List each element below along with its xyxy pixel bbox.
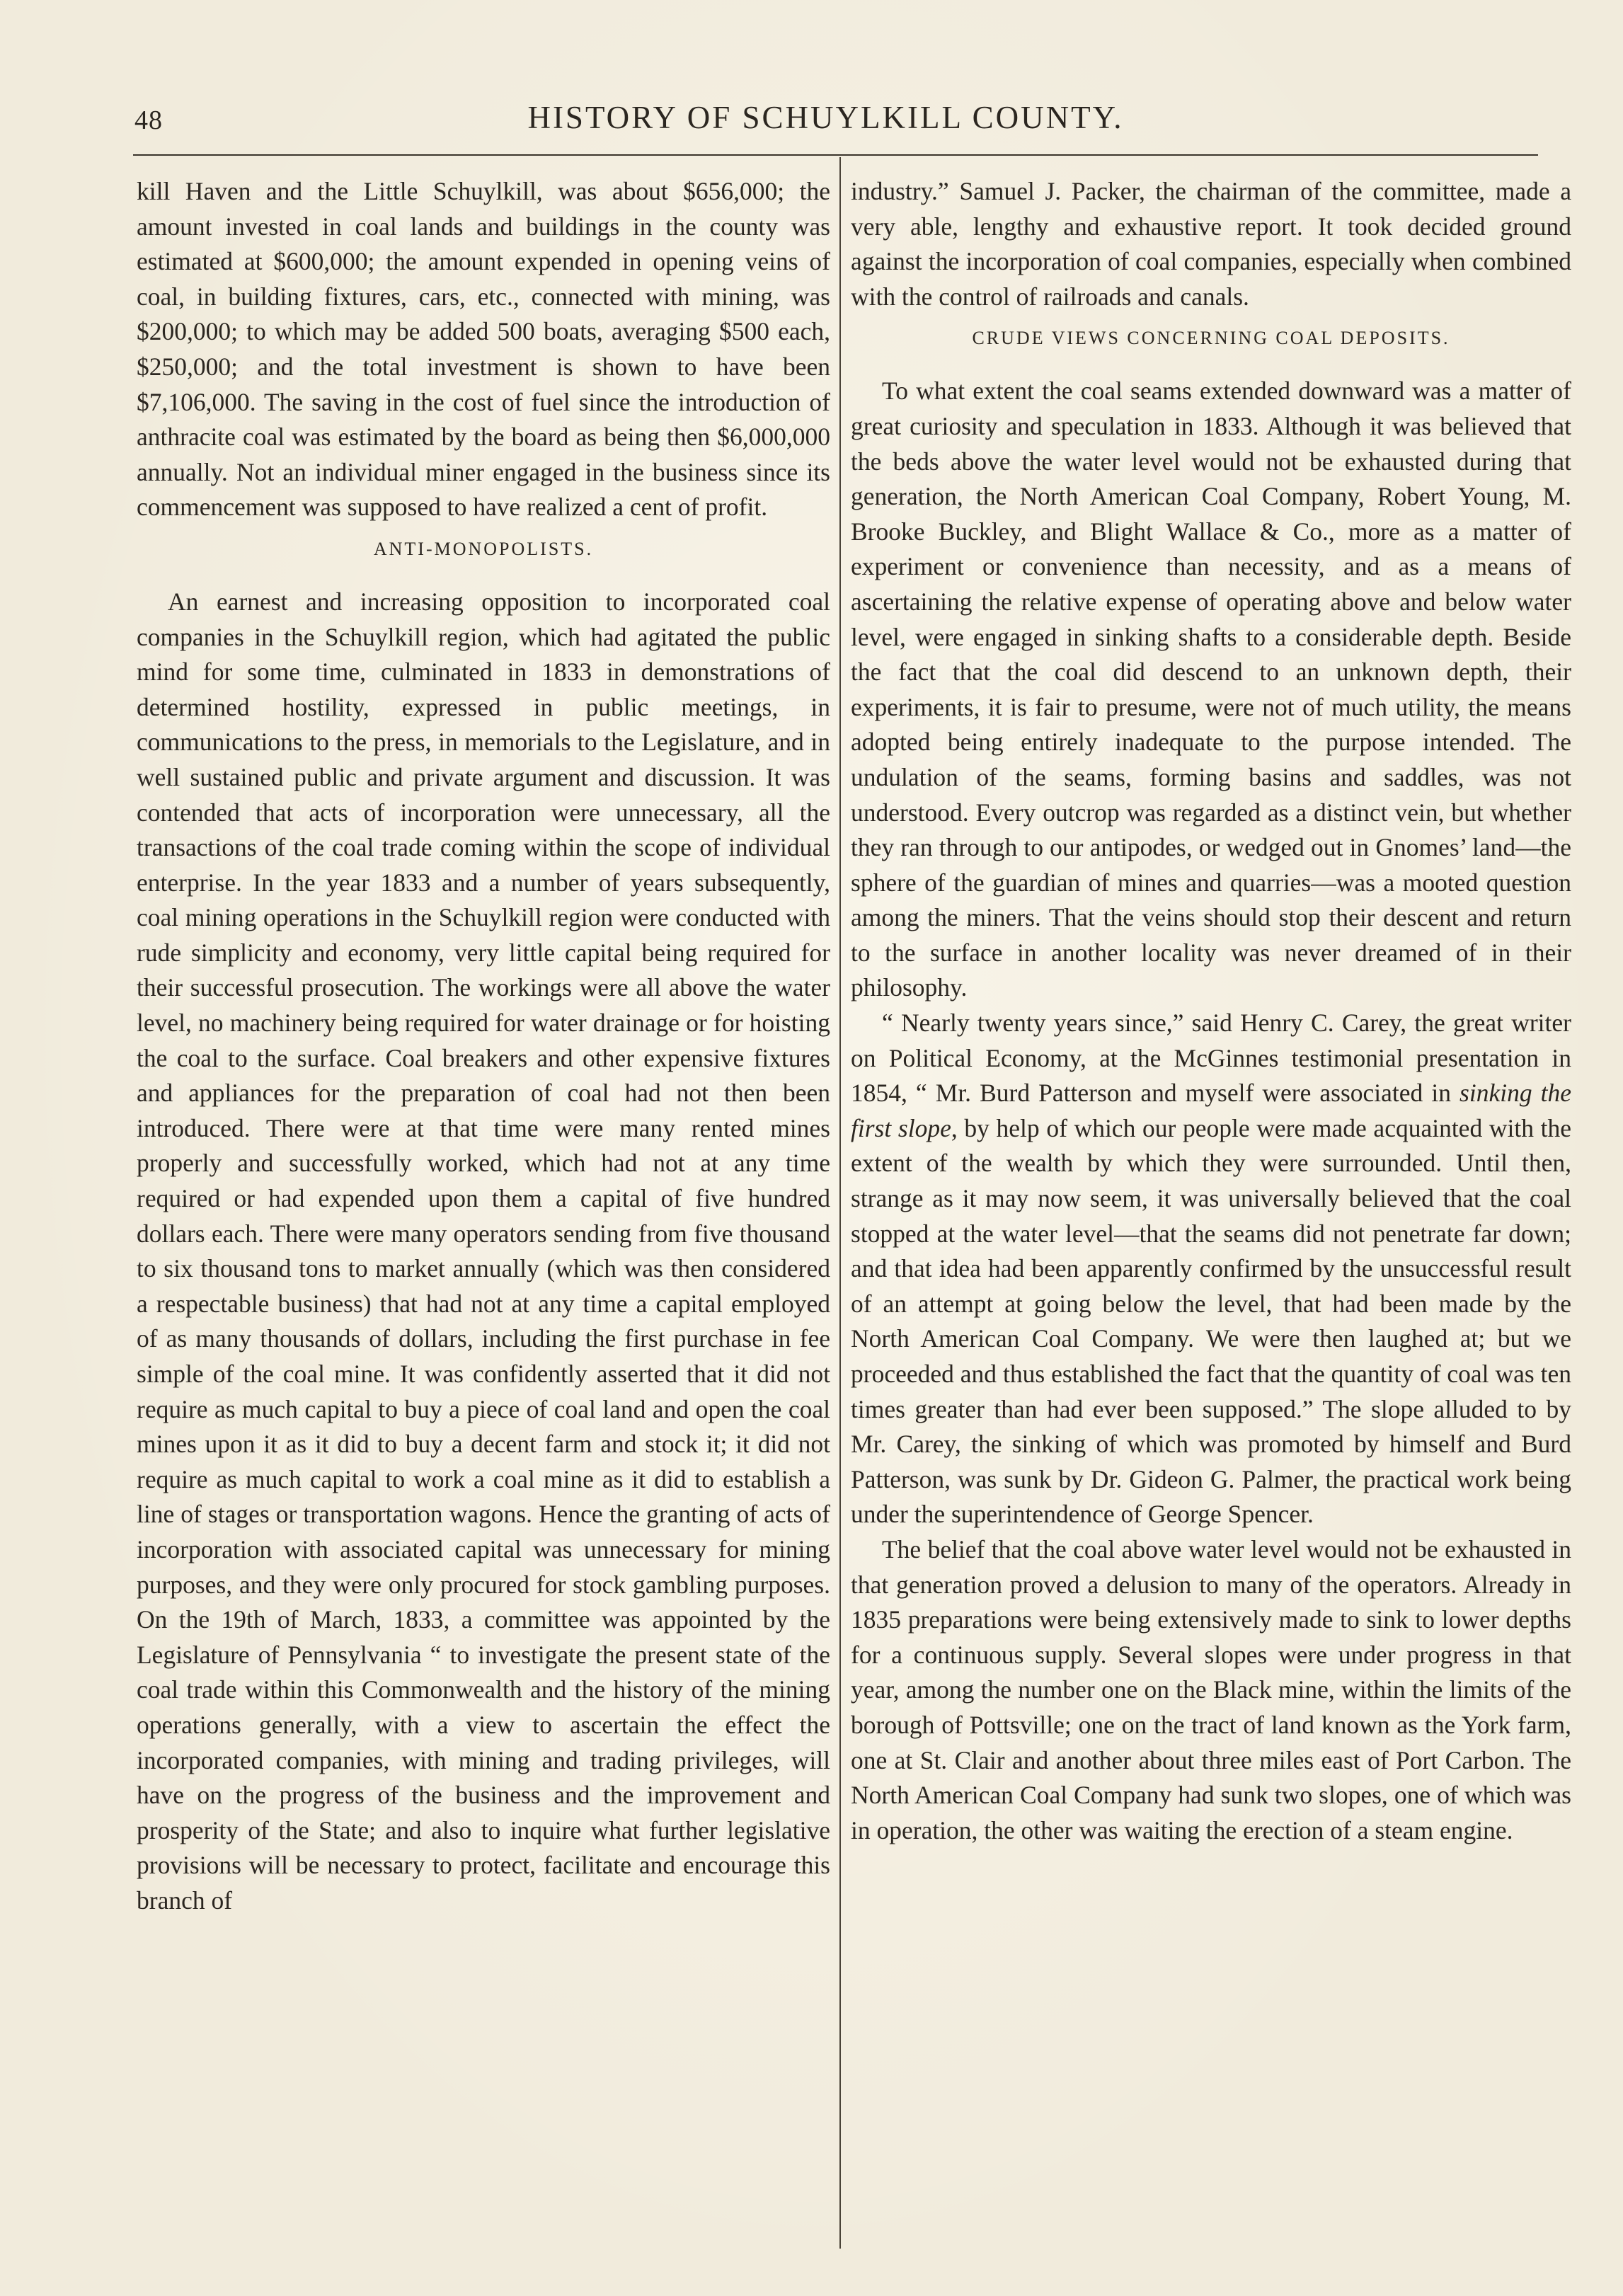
- right-paragraph-4: The belief that the coal above water level would not be exhausted in that generation proved a delusion to many of the operators. Already in 1835 preparations were being extensively made to sink to lower depths for a continuous supply. Several slopes were under progress in that year, among the number one on the Black mine, within the limits of the borough of Pottsville; one on the tract of land known as the York farm, one at St. Clair and another about three miles east of Port Carbon. The North American Coal Company had sunk two slopes, one of which was in operation, the other was waiting the erection of a steam engine.: [851, 1534, 1571, 1844]
- right-column: [851, 174, 1571, 1848]
- left-paragraph-2: An earnest and increasing opposition to incorporated coal companies in the Schuylkill region, which had agitated the public mind for some time, culminated in 1833 in demonstrations of determined hostility, expressed in public meetings, in communications to the press, in memorials to the Legislature, and in well sustained public and private argument and discussion. It was contended that acts of incorporation were unnecessary, all the transactions of the coal trade coming within the scope of individual enterprise. In the year 1833 and a number of years subsequently, coal mining operations in the Schuylkill region were conducted with rude simplicity and economy, very little capital being required for their successful prosecution. The workings were all above the water level, no machinery being required for water drainage or for hoisting the coal to the surface. Coal breakers and other expensive fixtures and appliances for the preparation of coal had not then been introduced. There were at that time were many rented mines properly and successfully worked, which had not at any time required or had expended upon them a capital of five hundred dollars each. There were many operators sending from five thousand to six thousand tons to market annually (which was then considered a respectable business) that had not at any time a capital employed of as many thousands of dollars, including the first purchase in fee simple of the coal mine. It was confidently asserted that it did not require as much capital to buy a piece of coal land and open the coal mines upon it as it did to buy a decent farm and stock it; it did not require as much capital to work a coal mine as it did to establish a line of stages or transportation wagons. Hence the granting of acts of incorporation with associated capital was unnecessary for mining purposes, and they were only procured for stock gambling purposes. On the 19th of March, 1833, a committee was appointed by the Legislature of Pennsylvania “ to investigate the present state of the coal trade within this Commonwealth and the history of the mining operations generally, with a view to ascertain the effect the incorporated companies, with mining and trading privileges, will have on the progress of the business and the improvement and prosperity of the State; and also to inquire what further legislative provisions will be necessary to protect, facilitate and encourage this branch of: [137, 587, 830, 1915]
- carey-quote-end: , by help of which our people were made acquainted with the extent of the wealth by which they were surrounded. Until then, strange as it may now seem, it was universally believed that the coal stopped at the water level—that the seams did not penetrate far down; and that idea had been apparently confirmed by the unsuccessful result of an attempt at going below the level, that had been made by the North American Coal Company. We were then laughed at; but we proceeded and thus established the fact that the quantity of coal was ten times greater than had ever been supposed.” The slope alluded to by Mr. Carey, the sinking of which was promoted by himself and Burd Patterson, was sunk by Dr. Gideon G. Palmer, the practical work being under the superintendence of George Spencer.: [851, 1113, 1572, 1529]
- right-paragraph-2: To what extent the coal seams extended downward was a matter of great curiosity and speculation in 1833. Although it was believed that the beds above the water level would not be exhausted during that generation, the North American Coal Company, Robert Young, M. Brooke Buckley, and Blight Wallace & Co., more as a matter of experiment or convenience than necessity, and as a means of ascertaining the relative expense of operating above and below water level, were engaged in sinking shafts to a considerable depth. Beside the fact that the coal did descend to an unknown depth, their experiments, it is fair to presume, were not of much utility, the means adopted being entirely inadequate to the purpose intended. The undulation of the seams, forming basins and saddles, was not understood. Every outcrop was regarded as a distinct vein, but whether they ran through to our antipodes, or wedged out in Gnomes’ land—the sphere of the guardian of mines and quarries—was a mooted question among the miners. That the veins should stop their descent and return to the surface in another locality was never dreamed of in their philosophy.: [851, 377, 1571, 1002]
- column-divider: [839, 157, 841, 2249]
- page-number: 48: [134, 105, 163, 135]
- header-rule: [133, 154, 1538, 156]
- running-title: HISTORY OF SCHUYLKILL COUNTY.: [527, 100, 1124, 135]
- carey-quote-start: “ Nearly twenty years since,” said Henry C. Carey, the great writer on Political Economy, at the McGinnes testimonial presentation in 1854, “ Mr. Burd Patterson and myself were associated in: [851, 1009, 1571, 1108]
- left-column: [137, 174, 830, 1919]
- section-heading-crude-views: CRUDE VIEWS CONCERNING COAL DEPOSITS.: [972, 328, 1450, 349]
- section-heading-anti-monopolists: ANTI-MONOPOLISTS.: [373, 538, 594, 559]
- left-paragraph-1: kill Haven and the Little Schuylkill, was about $656,000; the amount invested in coal lands and buildings in the county was estimated at $600,000; the amount expended in opening veins of coal, in building fixtures, cars, etc., connected with mining, was $200,000; to which may be added 500 boats, averaging $500 each, $250,000; and the total investment is shown to have been $7,106,000. The saving in the cost of fuel since the introduction of anthracite coal was estimated by the board as being then $6,000,000 annually. Not an individual miner engaged in the business since its commencement was supposed to have realized a cent of profit.: [137, 177, 830, 522]
- right-paragraph-1: industry.” Samuel J. Packer, the chairman of the committee, made a very able, lengthy and exhaustive report. It took decided ground against the incorporation of coal companies, especially when combined with the control of railroads and canals.: [851, 177, 1571, 311]
- right-paragraph-3: [851, 1006, 1571, 1532]
- carey-quote-italic: sinking the first slope: [851, 1079, 1571, 1142]
